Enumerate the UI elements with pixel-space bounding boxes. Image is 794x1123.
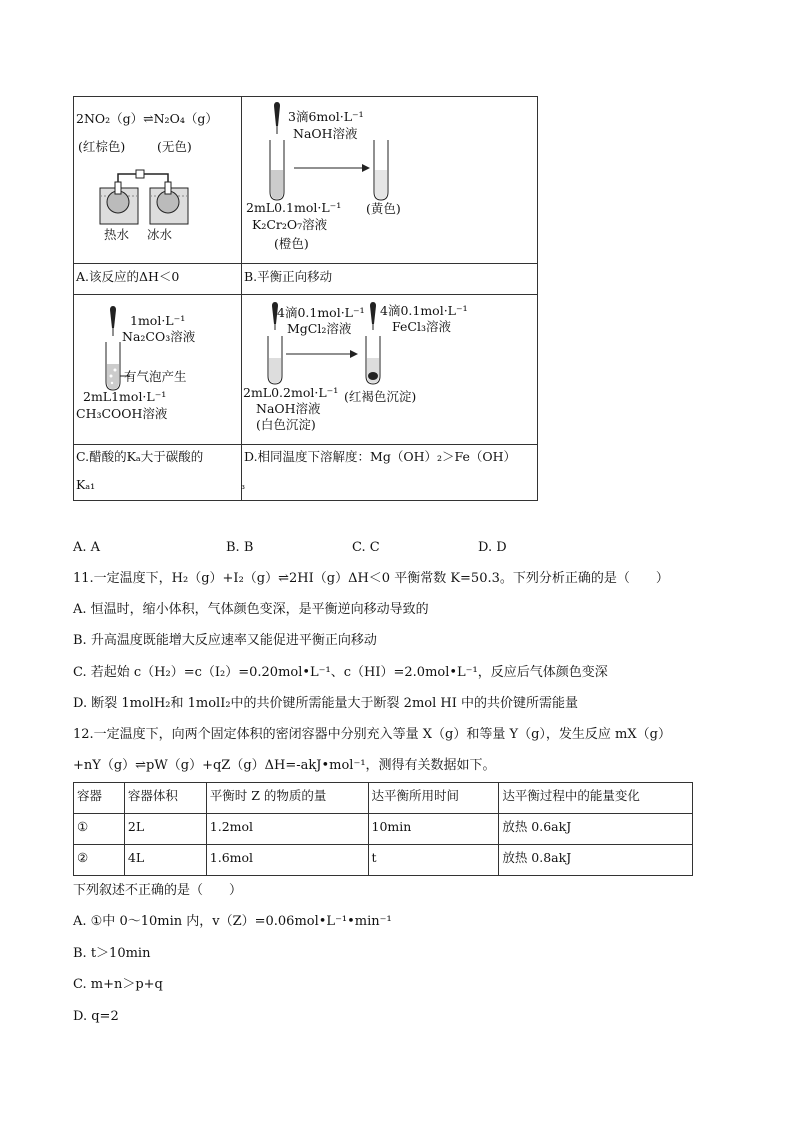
cell-d-tube-line2: NaOH溶液 (256, 401, 321, 416)
cell-c-drop-line1: 1mol·L⁻¹ (130, 313, 186, 328)
q10-option-d[interactable]: D. D (478, 540, 507, 555)
cell-b-tube-line1: 2mL0.1mol·L⁻¹ (246, 200, 342, 215)
cell-b-caption: B.平衡正向移动 (244, 269, 333, 284)
q10-option-a[interactable]: A. A (73, 540, 101, 555)
beaker-ice-water-label: 冰水 (147, 227, 173, 242)
table-cell: 放热 0.8akJ (499, 845, 693, 876)
cell-c-caption-line1: C.醋酸的Kₐ大于碳酸的 (76, 449, 204, 464)
table-header-row (74, 783, 693, 814)
table-header-cell: 平衡时 Z 的物质的量 (206, 783, 368, 814)
table-row (74, 814, 693, 845)
table-cell: 1.2mol (206, 814, 368, 845)
q12-option-d[interactable]: D. q=2 (73, 1009, 119, 1024)
cell-a-equation: 2NO₂（g）⇌N₂O₄（g） (76, 111, 218, 126)
q11-option-a[interactable]: A. 恒温时，缩小体积，气体颜色变深，是平衡逆向移动导致的 (73, 602, 429, 617)
q11-option-b[interactable]: B. 升高温度既能增大反应速率又能促进平衡正向移动 (73, 633, 377, 648)
cell-b-tube-line2: K₂Cr₂O₇溶液 (252, 217, 328, 232)
cell-d-caption-line2: ₃ (241, 481, 246, 492)
cell-d-drop2-line1: 4滴0.1mol·L⁻¹ (380, 303, 468, 318)
cell-d-caption-line1: D.相同温度下溶解度：Mg（OH）₂＞Fe（OH） (244, 449, 517, 464)
cell-a-color-right: (无色) (157, 139, 192, 154)
q12-option-a[interactable]: A. ①中 0～10min 内，v（Z）=0.06mol•L⁻¹•min⁻¹ (73, 914, 392, 929)
cell-d-tube-line1: 2mL0.2mol·L⁻¹ (243, 385, 339, 400)
table-header-cell: 达平衡所用时间 (368, 783, 499, 814)
table-header-cell: 容器体积 (124, 783, 206, 814)
cell-d-result: (红褐色沉淀) (344, 389, 417, 404)
table-cell: 1.6mol (206, 845, 368, 876)
cell-b-drop-line1: 3滴6mol·L⁻¹ (288, 109, 364, 124)
q10-option-c[interactable]: C. C (352, 540, 380, 555)
table-cell: 4L (124, 845, 206, 876)
table-header-cell: 达平衡过程中的能量变化 (499, 783, 693, 814)
cell-d-drop2-line2: FeCl₃溶液 (392, 319, 451, 334)
table-cell: ① (74, 814, 125, 845)
table-cell: t (368, 845, 499, 876)
cell-c-drop-line2: Na₂CO₃溶液 (122, 329, 196, 344)
q12-question: 下列叙述不正确的是（ ） (73, 883, 243, 898)
table-header-cell: 容器 (74, 783, 125, 814)
q11-option-c[interactable]: C. 若起始 c（H₂）=c（I₂）=0.20mol•L⁻¹、c（HI）=2.0mol•L⁻¹，反应后气体颜色变深 (73, 665, 608, 680)
cell-b-drop-line2: NaOH溶液 (293, 126, 358, 141)
table-cell: ② (74, 845, 125, 876)
cell-a-color-left: (红棕色) (78, 139, 126, 154)
cell-d-drop1-line1: 4滴0.1mol·L⁻¹ (277, 305, 365, 320)
cell-d-drop1-line2: MgCl₂溶液 (287, 321, 352, 336)
q11-option-d[interactable]: D. 断裂 1molH₂和 1molI₂中的共价键所需能量大于断裂 2mol HI 中的共价键所需能量 (73, 696, 579, 711)
two-beakers-apparatus-icon (96, 168, 196, 228)
q12-option-c[interactable]: C. m+n＞p+q (73, 977, 163, 992)
beaker-hot-water-label: 热水 (104, 227, 130, 242)
q12-stem-line1: 12.一定温度下，向两个固定体积的密闭容器中分别充入等量 X（g）和等量 Y（g），发生反应 mX（g） (73, 727, 671, 742)
cell-b-tube-line3: (橙色) (274, 236, 309, 251)
table-cell: 2L (124, 814, 206, 845)
q10-option-b[interactable]: B. B (226, 540, 254, 555)
cell-a-caption: A.该反应的ΔH＜0 (76, 269, 180, 284)
table-row (74, 845, 693, 876)
q11-stem: 11.一定温度下，H₂（g）+I₂（g）⇌2HI（g）ΔH＜0 平衡常数 K=50.3。下列分析正确的是（ ） (73, 571, 669, 586)
q12-option-b[interactable]: B. t＞10min (73, 946, 151, 961)
cell-d-tube-line3: (白色沉淀) (256, 417, 316, 432)
table-cell: 10min (368, 814, 499, 845)
q12-stem-line2: +nY（g）⇌pW（g）+qZ（g）ΔH=-akJ•mol⁻¹，测得有关数据如下。 (73, 758, 496, 773)
table-cell: 放热 0.6akJ (499, 814, 693, 845)
cell-c-bubble-label: 有气泡产生 (124, 369, 187, 384)
cell-b-result: (黄色) (366, 201, 401, 216)
q12-data-table (73, 782, 693, 876)
cell-c-tube-line1: 2mL1mol·L⁻¹ (83, 389, 167, 404)
cell-c-tube-line2: CH₃COOH溶液 (76, 406, 168, 421)
cell-c-caption-line2: Kₐ₁ (76, 477, 96, 492)
